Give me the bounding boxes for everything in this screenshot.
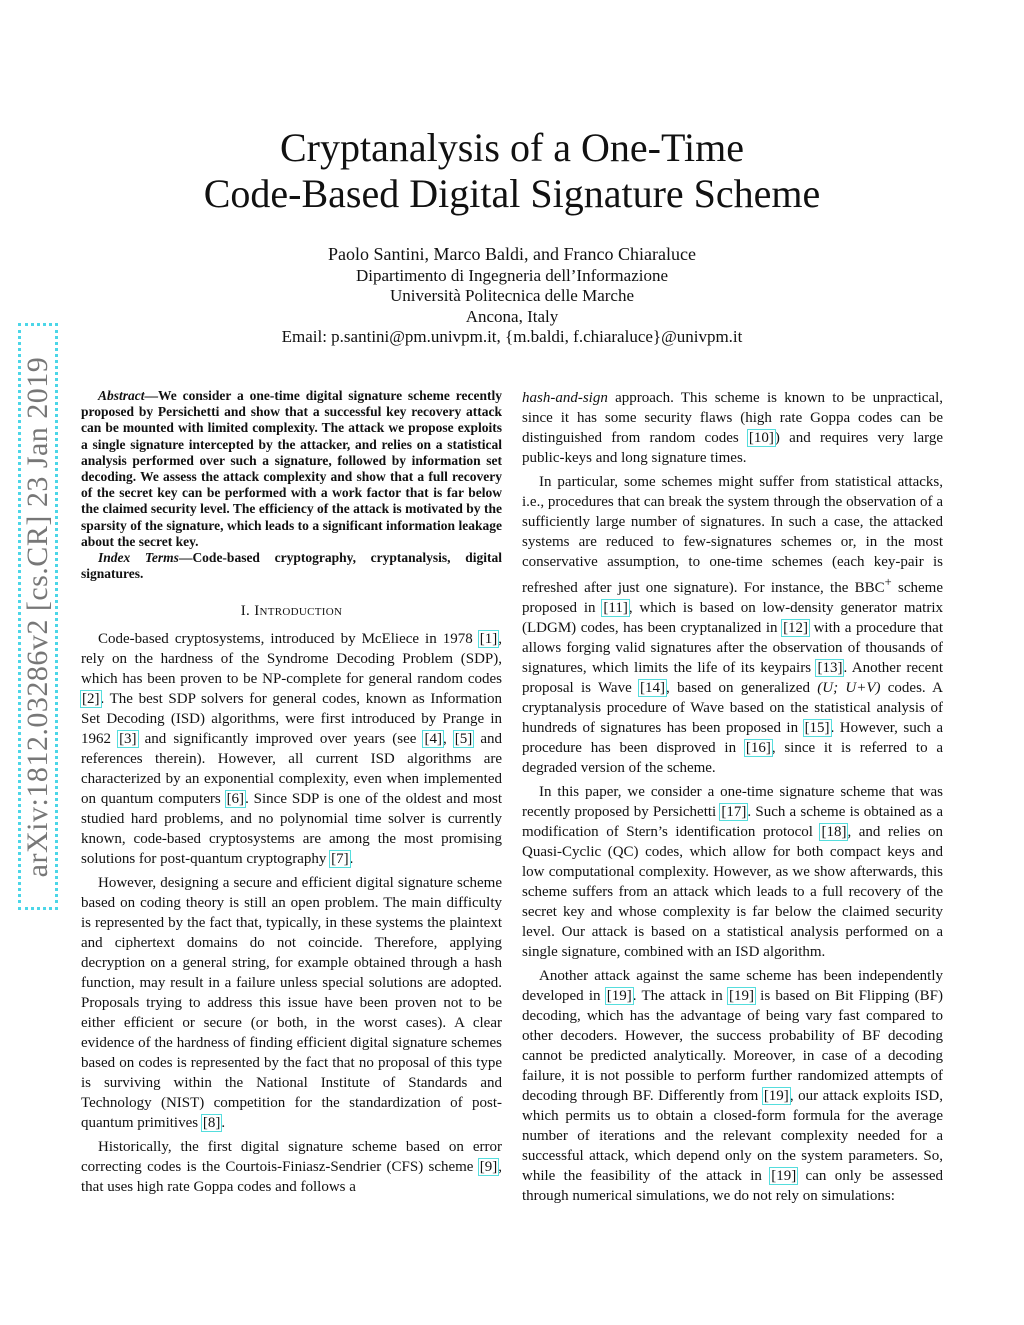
citation-link[interactable]: [7] xyxy=(331,851,349,868)
citation-link[interactable]: [17] xyxy=(721,804,747,820)
citation-link[interactable]: [12] xyxy=(783,620,809,636)
citation-link[interactable]: [16] xyxy=(745,740,771,756)
paragraph: In particular, some schemes might suffer from statistical attacks, i.e., procedures that can break the system through the observation of a sufficiently large number of signatures. In such a case, the attacked systems are reduced to few-signatures schemes or, in the most conservative assumption, to one-time schemes (each key-pair is refreshed after just one signature). For instance, the BBC+ scheme proposed in [11], which is based on low-density generator matrix (LDGM) codes, has been cryptanalized in [12] with a procedure that allows forging valid signatures after the observation of thousands of signatures, which limits the life of its keypairs [13]. Another recent proposal is Wave [14], based on generalized (U; U+V) codes. A cryptanalysis procedure of Wave based on the statistical analysis of hundreds of signatures has been proposed in [15]. However, such a procedure has been disproved in [16], since it is referred to a degraded version of the scheme. xyxy=(522,474,943,776)
paragraph: Code-based cryptosystems, introduced by McEliece in 1978 [1], rely on the hardness of the Syndrome Decoding Problem (SDP), which has been proven to be NP-complete for general random codes [2]. The best SDP solvers for general codes, known as Information Set Decoding (ISD) algorithms, were first introduced by Prange in 1962 [3] and significantly improved over years (see [4], [5] and references therein). However, all current ISD algorithms are characterized by an exponential complexity, even when implemented on quantum computers [6]. Since SDP is one of the oldest and most studied hard problems, and no polynomial time solver is currently known, code-based cryptosystems are among the most promising solutions for post-quantum cryptography [7]. xyxy=(81,631,503,868)
citation-link[interactable]: [19] xyxy=(771,1168,797,1184)
abstract-text: We consider a one-time digital signature scheme recently proposed by Persichetti and show that a successful key recovery attack can be mounted with limited complexity. The attack we propose exploits a single signature intercepted by the attacker, and relies on a statistical analysis performed over such a signature, followed by information set decoding. We assess the attack complexity and show that a full recovery of the secret key can be performed with a work factor that is far below the claimed security level. The efficiency of the attack is motivated by the sparsity of the signature, which leads to a significant information leakage about the secret key. xyxy=(81,388,502,549)
citation-link[interactable]: [19] xyxy=(728,988,754,1004)
right-column xyxy=(522,388,943,1206)
citation-link[interactable]: [9] xyxy=(479,1159,498,1176)
abstract-label: Abstract xyxy=(98,388,145,403)
citation-link[interactable]: [13] xyxy=(817,660,843,676)
paragraph: In this paper, we consider a one-time signature scheme that was recently proposed by Persichetti [17]. Such a scheme is obtained as a modification of Stern’s identification protocol [18], and relies on Quasi-Cyclic (QC) codes, which allow for both compact keys and low computational complexity. However, as we show afterwards, this scheme suffers from an attack which leads to a full recovery of the secret key and whose complexity is far below the claimed security level. Our attack is based on a statistical analysis performed on a single signature, combined with an ISD algorithm. xyxy=(522,784,943,960)
section-heading xyxy=(81,601,502,621)
citation-link[interactable]: [1] xyxy=(479,631,498,648)
citation-link[interactable]: [10] xyxy=(748,430,774,446)
author-email: Email: p.santini@pm.univpm.it, {m.baldi, f.chiaraluce}@univpm.it xyxy=(281,327,743,346)
paragraph: hash-and-sign approach. This scheme is known to be unpractical, since it has some security flaws (high rate Goppa codes can be distinguished from random codes [10]) and requires very large public-keys and long signature times. xyxy=(522,390,943,466)
citation-link[interactable]: [5] xyxy=(454,731,473,748)
citation-link[interactable]: [11] xyxy=(603,600,628,616)
arxiv-id: arXiv:1812.03286v2 [cs.CR] 23 Jan 2019 xyxy=(21,356,54,877)
citation-link[interactable]: [15] xyxy=(804,720,830,736)
citation-link[interactable]: [2] xyxy=(82,691,100,708)
paragraph: However, designing a secure and efficient digital signature scheme based on coding theory is still an open problem. The main difficulty is represented by the fact that, typically, in these systems the plaintext and ciphertext domains do not coincide. Therefore, applying decryption on a general string, for example obtained through a hash function, may result in a failure unless special solutions are adopted. Proposals trying to address this issue have been proven not to be either efficient or secure (or both, in the worst cases). A clear evidence of the hardness of finding efficient digital signature schemes based on codes is represented by the fact that no proposal of this type is surviving within the National Institute of Standards and Technology (NIST) competition for the standardization of post-quantum primitives [8]. xyxy=(81,875,502,1132)
author-department: Dipartimento di Ingegneria dell’Informazione xyxy=(355,265,669,285)
citation-link[interactable]: [19] xyxy=(606,988,632,1004)
citation-link[interactable]: [8] xyxy=(202,1115,221,1132)
section-title: Introduction xyxy=(254,603,343,620)
author-names: Paolo Santini, Marco Baldi, and Franco Chiaraluce xyxy=(328,244,696,264)
arxiv-stamp xyxy=(18,323,58,910)
author-block xyxy=(0,244,1024,348)
paragraph: Another attack against the same scheme has been independently developed in [19]. The attack in [19] is based on Bit Flipping (BF) decoding, which has the advantage of being vary fast compared to other decoders. However, the success probability of BF decoding cannot be predicted analytically. Moreover, in case of a decoding failure, it is not possible to perform further randomized attempts of decoding through BF. Differently from [19], our attack exploits ISD, which permits us to obtain a closed-form formula for the average number of iterations and the relevant complexity needed for a successful attack, which depend only on the system parameters. So, while the feasibility of the attack in [19] can only be assessed through numerical simulations, we do not rely on simulations: xyxy=(522,968,943,1204)
section-number: I. xyxy=(240,603,251,620)
index-terms-label: Index Terms xyxy=(98,550,179,566)
paragraph: Historically, the first digital signature scheme based on error correcting codes is the Courtois-Finiasz-Sendrier (CFS) scheme [9], that uses high rate Goppa codes and follows a xyxy=(81,1139,502,1196)
citation-link[interactable]: [6] xyxy=(226,791,245,808)
title-line-2: Code-Based Digital Signature Scheme xyxy=(203,171,821,216)
abstract: Abstract—We consider a one-time digital signature scheme recently proposed by Persichetti and show that a successful key recovery attack can be mounted with limited complexity. The attack we propose exploits a single signature intercepted by the attacker, and relies on a statistical analysis performed over such a signature, followed by information set decoding. We assess the attack complexity and show that a full recovery of the secret key can be performed with a work factor that is far below the claimed security level. The efficiency of the attack is motivated by the sparsity of the signature, which leads to a significant information leakage about the secret key. Index Terms—Code-based cryptography, cryptanalysis, digital signatures. xyxy=(81,388,502,582)
author-city: Ancona, Italy xyxy=(465,306,559,326)
title-line-1: Cryptanalysis of a One-Time xyxy=(279,125,745,170)
citation-link[interactable]: [3] xyxy=(119,731,137,748)
citation-link[interactable]: [4] xyxy=(424,731,442,748)
citation-link[interactable]: [19] xyxy=(763,1088,789,1104)
citation-link[interactable]: [14] xyxy=(640,680,666,696)
author-university: Università Politecnica delle Marche xyxy=(389,286,635,305)
citation-link[interactable]: [18] xyxy=(821,824,847,840)
paper-title xyxy=(0,125,1024,217)
index-terms-text: Code-based cryptography, cryptanalysis, digital signatures. xyxy=(81,550,502,582)
left-column xyxy=(81,388,502,1197)
